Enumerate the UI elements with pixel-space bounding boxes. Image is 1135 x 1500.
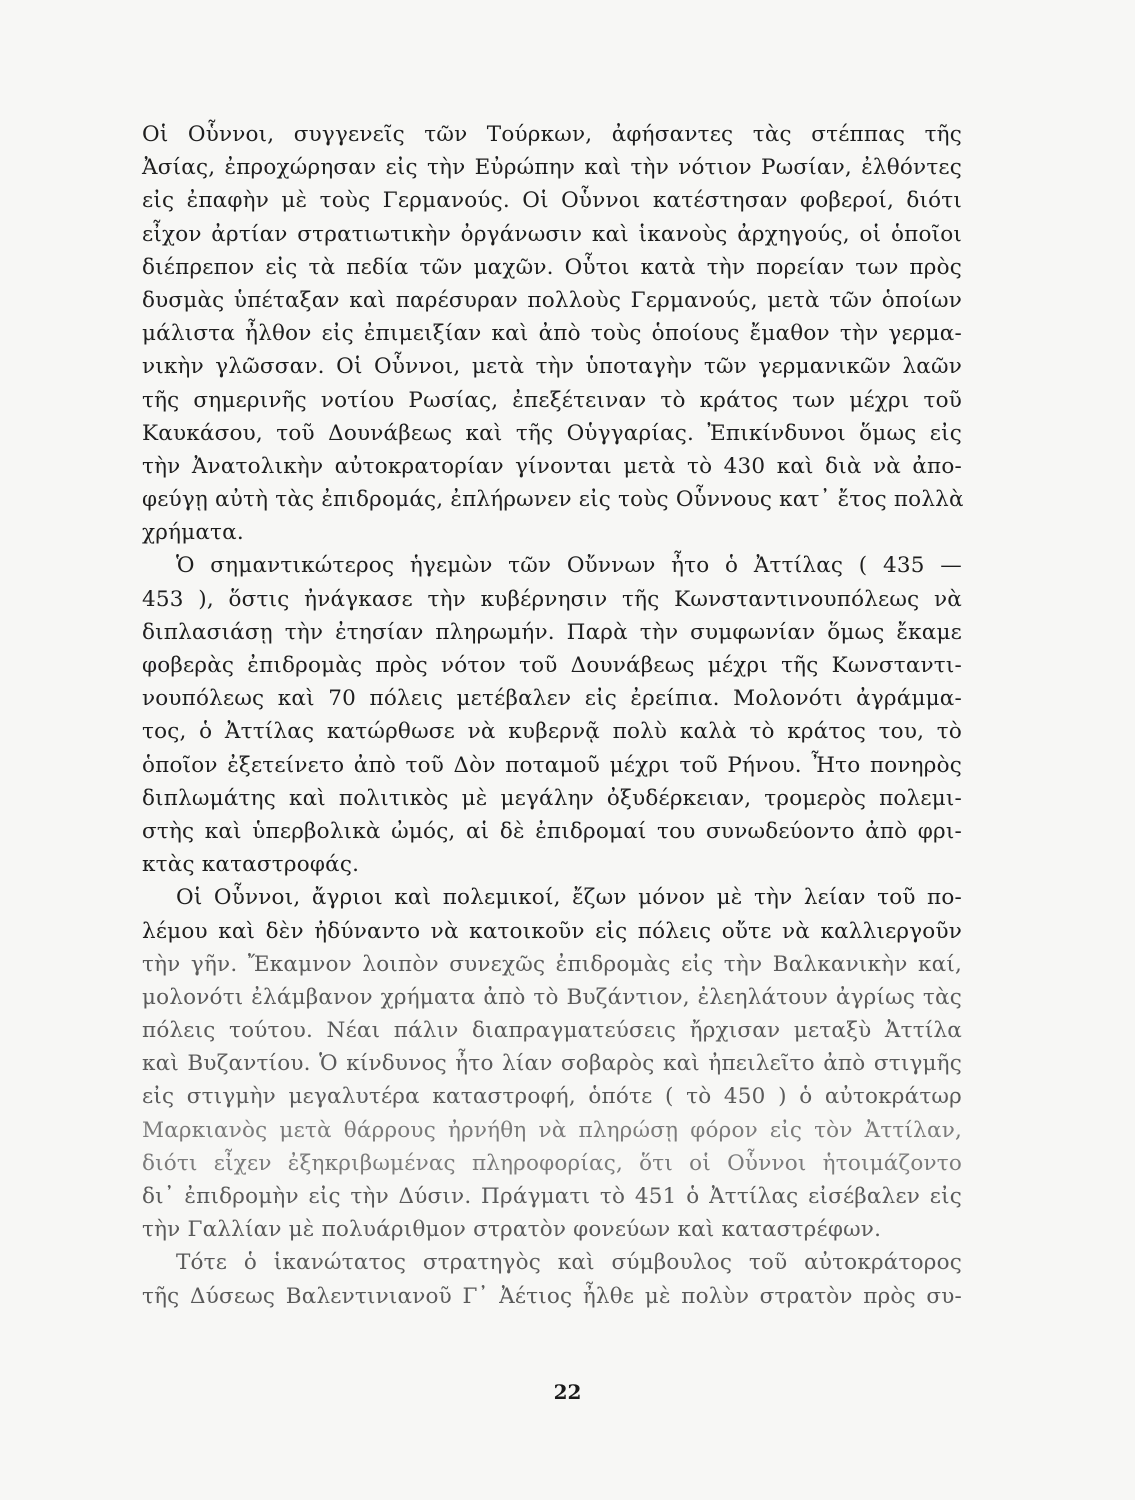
text-line: τὴν Ἀνατολικὴν αὐτοκρατορίαν γίνονται μετὰ τὸ 430 καὶ διὰ νὰ ἀπο- bbox=[142, 453, 962, 479]
text-line: εἶχον ἀρτίαν στρατιωτικὴν ὀργάνωσιν καὶ ἱκανοὺς ἀρχηγούς, οἱ ὁποῖοι bbox=[142, 221, 962, 247]
text-line: εἰς στιγμὴν μεγαλυτέρα καταστροφή, ὁπότε ( τὸ 450 ) ὁ αὐτοκράτωρ bbox=[142, 1084, 962, 1110]
text-line: Καυκάσου, τοῦ Δουνάβεως καὶ τῆς Οὑγγαρίας. Ἐπικίνδυνοι ὅμως εἰς bbox=[142, 420, 962, 446]
text-line: μολονότι ἐλάμβανον χρήματα ἀπὸ τὸ Βυζάντιον, ἐλεηλάτουν ἀγρίως τὰς bbox=[142, 984, 962, 1010]
text-line: Ὁ σημαντικώτερος ἡγεμὼν τῶν Οὔννων ἦτο ὁ Ἀττίλας ( 435 — bbox=[176, 553, 962, 579]
text-line: Μαρκιανὸς μετὰ θάρρους ἠρνήθη νὰ πληρώσῃ φόρον εἰς τὸν Ἀττίλαν, bbox=[142, 1117, 962, 1143]
text-line: Οἱ Οὗννοι, ἄγριοι καὶ πολεμικοί, ἔζων μόνον μὲ τὴν λείαν τοῦ πο- bbox=[176, 885, 962, 911]
text-line: χρήματα. bbox=[142, 520, 244, 546]
text-line: Τότε ὁ ἱκανώτατος στρατηγὸς καὶ σύμβουλος τοῦ αὐτοκράτορος bbox=[176, 1250, 962, 1276]
text-line: τὴν Γαλλίαν μὲ πολυάριθμον στρατὸν φονεύων καὶ καταστρέφων. bbox=[142, 1217, 882, 1243]
text-line: στὴς καὶ ὑπερβολικὰ ὠμός, αἱ δὲ ἐπιδρομαί του συνωδεύοντο ἀπὸ φρι- bbox=[142, 818, 962, 844]
text-line: λέμου καὶ δὲν ἠδύναντο νὰ κατοικοῦν εἰς πόλεις οὔτε νὰ καλλιεργοῦν bbox=[142, 918, 962, 944]
page-number: 22 bbox=[553, 1380, 582, 1404]
text-line: διπλωμάτης καὶ πολιτικὸς μὲ μεγάλην ὀξυδέρκειαν, τρομερὸς πολεμι- bbox=[142, 785, 962, 811]
text-line: κτὰς καταστροφάς. bbox=[142, 852, 360, 878]
text-line: εἰς ἐπαφὴν μὲ τοὺς Γερμανούς. Οἱ Οὗννοι κατέστησαν φοβεροί, διότι bbox=[142, 188, 962, 214]
text-line: νικὴν γλῶσσαν. Οἱ Οὗννοι, μετὰ τὴν ὑποταγὴν τῶν γερμανικῶν λαῶν bbox=[142, 354, 962, 380]
text-line: τος, ὁ Ἀττίλας κατώρθωσε νὰ κυβερνᾷ πολὺ καλὰ τὸ κράτος του, τὸ bbox=[142, 719, 962, 745]
text-line: δι᾽ ἐπιδρομὴν εἰς τὴν Δύσιν. Πράγματι τὸ 451 ὁ Ἀττίλας εἰσέβαλεν εἰς bbox=[142, 1184, 962, 1209]
text-line: φεύγῃ αὐτὴ τὰς ἐπιδρομάς, ἐπλήρωνεν εἰς τοὺς Οὗννους κατ᾽ ἔτος πολλὰ bbox=[142, 487, 964, 513]
text-line: μάλιστα ἦλθον εἰς ἐπιμειξίαν καὶ ἀπὸ τοὺς ὁποίους ἔμαθον τὴν γερμα- bbox=[142, 321, 962, 347]
text-line: τὴν γῆν. Ἔκαμνον λοιπὸν συνεχῶς ἐπιδρομὰς εἰς τὴν Βαλκανικὴν καί, bbox=[142, 951, 962, 977]
text-line: τῆς Δύσεως Βαλεντινιανοῦ Γ᾽ Ἀέτιος ἦλθε μὲ πολὺν στρατὸν πρὸς συ- bbox=[142, 1283, 962, 1309]
text-line: Οἱ Οὗννοι, συγγενεῖς τῶν Τούρκων, ἀφήσαντες τὰς στέππας τῆς bbox=[142, 122, 962, 147]
text-line: ὁποῖον ἐξετείνετο ἀπὸ τοῦ Δὸν ποταμοῦ μέχρι τοῦ Ρήνου. Ἦτο πονηρὸς bbox=[142, 752, 962, 778]
text-line: δυσμὰς ὑπέταξαν καὶ παρέσυραν πολλοὺς Γερμανούς, μετὰ τῶν ὁποίων bbox=[142, 287, 962, 313]
text-line: διότι εἶχεν ἐξηκριβωμένας πληροφορίας, ὅτι οἱ Οὗννοι ἡτοιμάζοντο bbox=[142, 1150, 962, 1176]
text-line: Ἀσίας, ἐπροχώρησαν εἰς τὴν Εὐρώπην καὶ τὴν νότιον Ρωσίαν, ἐλθόντες bbox=[142, 155, 962, 181]
text-line: τῆς σημερινῆς νοτίου Ρωσίας, ἐπεξέτειναν τὸ κράτος των μέχρι τοῦ bbox=[142, 387, 962, 413]
text-line: 453 ), ὅστις ἠνάγκασε τὴν κυβέρνησιν τῆς Κωνσταντινουπόλεως νὰ bbox=[142, 586, 962, 612]
text-line: πόλεις τούτου. Νέαι πάλιν διαπραγματεύσεις ἤρχισαν μεταξὺ Ἀττίλα bbox=[142, 1018, 962, 1044]
text-line: καὶ Βυζαντίου. Ὁ κίνδυνος ἦτο λίαν σοβαρὸς καὶ ἠπειλεῖτο ἀπὸ στιγμῆς bbox=[142, 1051, 962, 1077]
text-line: νουπόλεως καὶ 70 πόλεις μετέβαλεν εἰς ἐρείπια. Μολονότι ἀγράμμα- bbox=[142, 686, 962, 712]
text-line: διπλασιάσῃ τὴν ἐτησίαν πληρωμήν. Παρὰ τὴν συμφωνίαν ὅμως ἔκαμε bbox=[142, 619, 962, 645]
body-text bbox=[142, 118, 962, 1313]
text-line: διέπρεπον εἰς τὰ πεδία τῶν μαχῶν. Οὗτοι κατὰ τὴν πορείαν των πρὸς bbox=[142, 254, 962, 280]
text-line: φοβερὰς ἐπιδρομὰς πρὸς νότον τοῦ Δουνάβεως μέχρι τῆς Κωνσταντι- bbox=[142, 653, 962, 678]
